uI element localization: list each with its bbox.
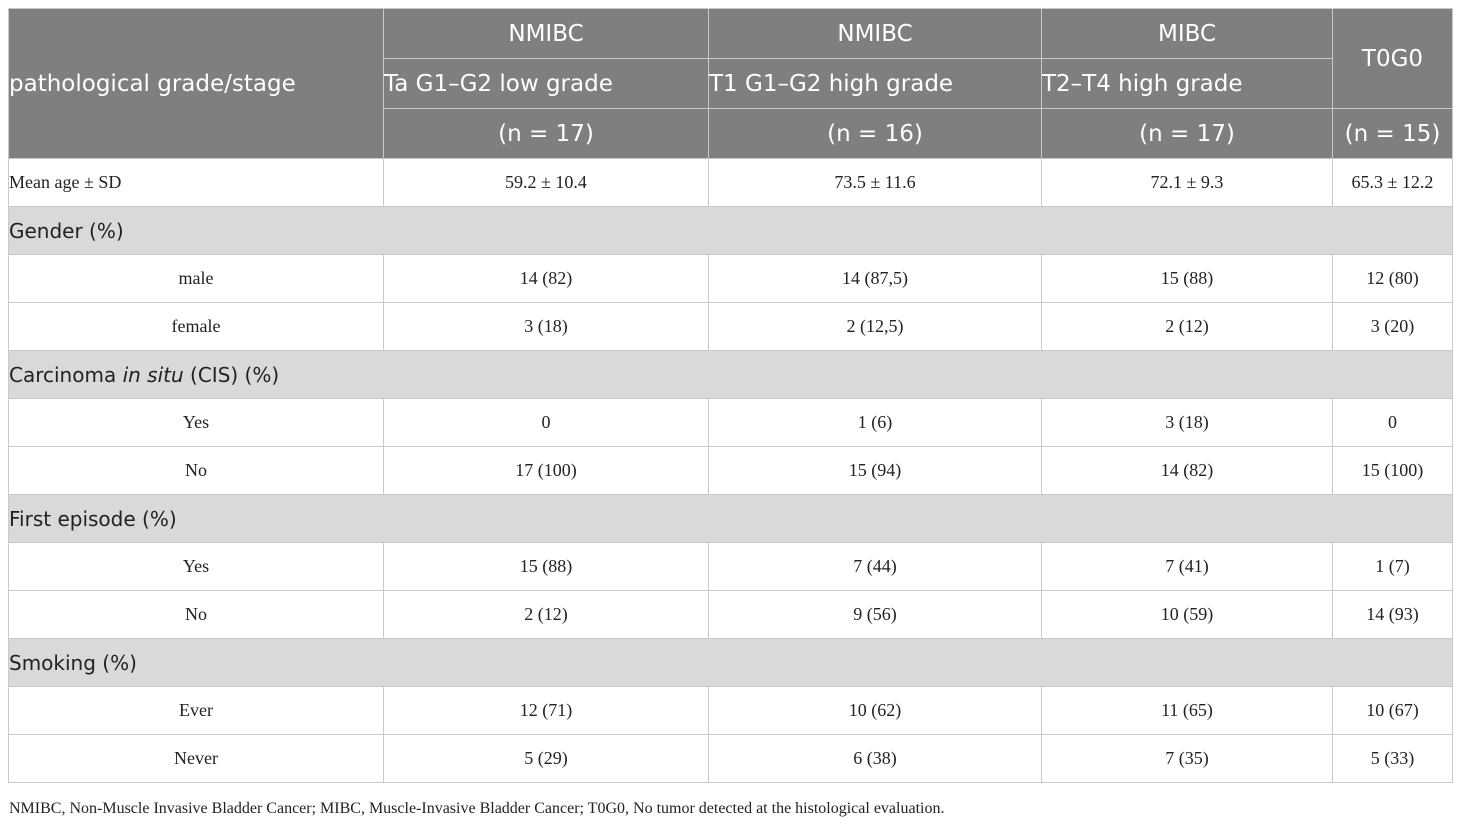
section-label-part: in situ	[122, 362, 184, 387]
group-3-n: (n = 17)	[1042, 109, 1333, 159]
group-1-line1: NMIBC	[384, 9, 709, 59]
section-label: Gender (%)	[9, 207, 1453, 255]
row-label: Mean age ± SD	[9, 159, 384, 207]
table-cell: 14 (87,5)	[709, 255, 1042, 303]
table-cell: 7 (41)	[1042, 543, 1333, 591]
table-cell: 14 (82)	[384, 255, 709, 303]
table-cell: 11 (65)	[1042, 687, 1333, 735]
table-row	[9, 399, 1453, 447]
table-cell: 12 (71)	[384, 687, 709, 735]
table-cell: 10 (62)	[709, 687, 1042, 735]
row-label: female	[9, 303, 384, 351]
row-label: Never	[9, 735, 384, 783]
row-label: No	[9, 447, 384, 495]
table-row	[9, 543, 1453, 591]
table-cell: 1 (6)	[709, 399, 1042, 447]
group-3-line1: MIBC	[1042, 9, 1333, 59]
table-cell: 7 (35)	[1042, 735, 1333, 783]
group-2-line2: T1 G1–G2 high grade	[709, 59, 1042, 109]
table-cell: 14 (93)	[1333, 591, 1453, 639]
table-cell: 10 (67)	[1333, 687, 1453, 735]
table-cell: 2 (12)	[384, 591, 709, 639]
row-label: Ever	[9, 687, 384, 735]
table-cell: 12 (80)	[1333, 255, 1453, 303]
table-cell: 2 (12)	[1042, 303, 1333, 351]
table-cell: 15 (94)	[709, 447, 1042, 495]
table-cell: 3 (18)	[1042, 399, 1333, 447]
table-cell: 6 (38)	[709, 735, 1042, 783]
table-cell: 3 (18)	[384, 303, 709, 351]
table-header	[9, 9, 1453, 159]
group-2-line1: NMIBC	[709, 9, 1042, 59]
table-row	[9, 447, 1453, 495]
section-label-part: (CIS) (%)	[183, 362, 280, 387]
section-row	[9, 639, 1453, 687]
table-cell: 0	[1333, 399, 1453, 447]
table-row	[9, 735, 1453, 783]
table-cell: 59.2 ± 10.4	[384, 159, 709, 207]
table-cell: 2 (12,5)	[709, 303, 1042, 351]
group-2-n: (n = 16)	[709, 109, 1042, 159]
row-label: Yes	[9, 543, 384, 591]
section-label: First episode (%)	[9, 495, 1453, 543]
table-row	[9, 159, 1453, 207]
characteristics-table	[8, 8, 1453, 783]
table-cell: 15 (88)	[1042, 255, 1333, 303]
table-cell: 9 (56)	[709, 591, 1042, 639]
table-cell: 5 (33)	[1333, 735, 1453, 783]
table-row	[9, 591, 1453, 639]
section-label: Smoking (%)	[9, 639, 1453, 687]
table-cell: 65.3 ± 12.2	[1333, 159, 1453, 207]
table-footnote: NMIBC, Non-Muscle Invasive Bladder Cancer; MIBC, Muscle-Invasive Bladder Cancer; T0G0, No tumor detected at the histological evaluation.	[9, 800, 945, 817]
section-row	[9, 207, 1453, 255]
table-cell: 7 (44)	[709, 543, 1042, 591]
group-4-line1: T0G0	[1333, 9, 1453, 109]
row-label: Yes	[9, 399, 384, 447]
section-row	[9, 351, 1453, 399]
table-cell: 17 (100)	[384, 447, 709, 495]
group-3-line2: T2–T4 high grade	[1042, 59, 1333, 109]
table-row	[9, 303, 1453, 351]
table-cell: 1 (7)	[1333, 543, 1453, 591]
row-label: male	[9, 255, 384, 303]
table-body	[9, 159, 1453, 783]
row-label-header: pathological grade/stage	[9, 9, 384, 159]
table-row	[9, 687, 1453, 735]
section-label-part: Carcinoma	[9, 362, 123, 387]
table-cell: 5 (29)	[384, 735, 709, 783]
table-cell: 10 (59)	[1042, 591, 1333, 639]
table-cell: 0	[384, 399, 709, 447]
table-cell: 15 (88)	[384, 543, 709, 591]
group-1-n: (n = 17)	[384, 109, 709, 159]
row-label: No	[9, 591, 384, 639]
section-row	[9, 495, 1453, 543]
table-cell: 3 (20)	[1333, 303, 1453, 351]
table-row	[9, 255, 1453, 303]
table-cell: 15 (100)	[1333, 447, 1453, 495]
table-cell: 72.1 ± 9.3	[1042, 159, 1333, 207]
section-label	[9, 351, 1453, 399]
group-4-n: (n = 15)	[1333, 109, 1453, 159]
table-cell: 14 (82)	[1042, 447, 1333, 495]
group-1-line2: Ta G1–G2 low grade	[384, 59, 709, 109]
table-cell: 73.5 ± 11.6	[709, 159, 1042, 207]
